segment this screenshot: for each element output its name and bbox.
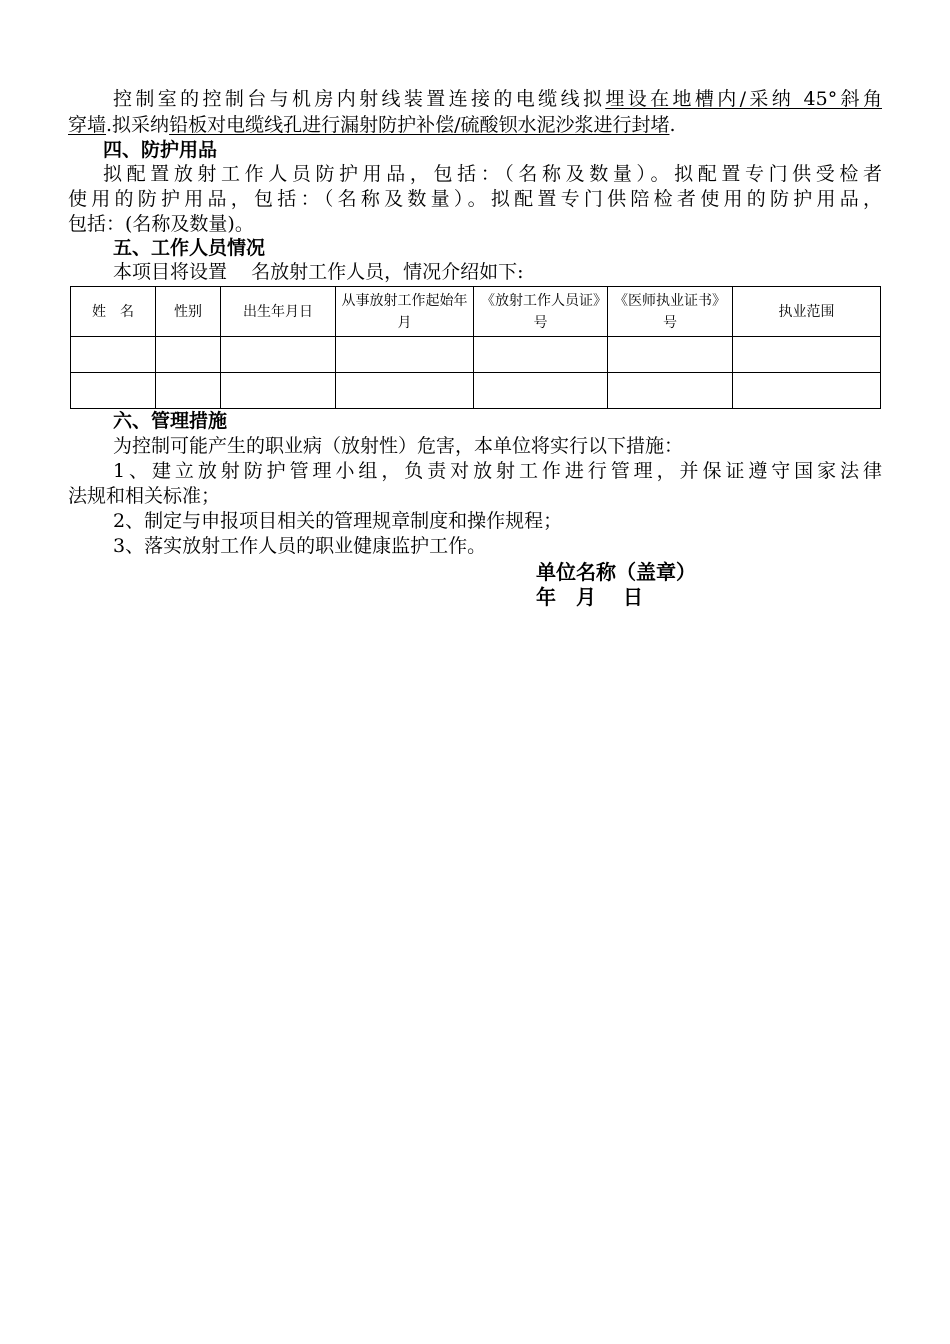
shielding-option-underlined: 铅板对电缆线孔进行漏射防护补偿/硫酸钡水泥沙浆进行封堵: [169, 114, 670, 136]
section-heading-management: 六、管理措施: [113, 410, 228, 432]
cable-option-underlined: 穿墙: [68, 114, 107, 136]
header-practice-scope: 执业范围: [733, 287, 881, 337]
table-cell[interactable]: [156, 373, 221, 409]
table-cell[interactable]: [336, 337, 474, 373]
table-header-row: [71, 287, 881, 337]
cable-paragraph-line-1: [113, 87, 882, 112]
header-start-date: 从事放射工作起始年月: [336, 287, 474, 337]
table-cell[interactable]: [71, 373, 156, 409]
cable-paragraph-line-2: [68, 113, 882, 138]
table-cell[interactable]: [71, 337, 156, 373]
staff-intro: 本项目将设置 名放射工作人员，情况介绍如下:: [113, 261, 524, 283]
section-heading-staff: 五、工作人员情况: [113, 237, 266, 259]
management-item-1-line-1: 1、建立放射防护管理小组，负责对放射工作进行管理，并保证遵守国家法律: [113, 460, 882, 482]
table-cell[interactable]: [608, 337, 733, 373]
table-cell[interactable]: [608, 373, 733, 409]
header-physician-certificate: 《医师执业证书》号: [608, 287, 733, 337]
cable-option-underlined: 埋设在地槽内/采纳 45°斜角: [605, 88, 882, 110]
unit-name-seal: 单位名称（盖章）: [536, 560, 696, 584]
table-cell[interactable]: [733, 337, 881, 373]
signature-date: 年 月 日: [536, 585, 643, 609]
header-gender: 性别: [156, 287, 221, 337]
header-birth-date: 出生年月日: [221, 287, 336, 337]
management-intro: 为控制可能产生的职业病（放射性）危害，本单位将实行以下措施：: [113, 435, 684, 457]
protective-equipment-line-2: 使用的防护用品，包括：（名称及数量）。拟配置专门供陪检者使用的防护用品，: [68, 188, 882, 210]
table-row: [71, 373, 881, 409]
protective-equipment-line-3: 包括：(名称及数量)。: [68, 213, 254, 235]
table-cell[interactable]: [474, 373, 608, 409]
management-item-3: 3、落实放射工作人员的职业健康监护工作。: [113, 535, 487, 557]
table-cell[interactable]: [221, 337, 336, 373]
header-radiation-certificate: 《放射工作人员证》号: [474, 287, 608, 337]
header-name: 姓 名: [71, 287, 156, 337]
protective-equipment-line-1: 拟配置放射工作人员防护用品，包括：（名称及数量）。拟配置专门供受检者: [103, 163, 882, 185]
staff-table: [70, 286, 881, 409]
table-cell[interactable]: [156, 337, 221, 373]
table-cell[interactable]: [474, 337, 608, 373]
management-item-1-line-2: 法规和相关标准；: [68, 485, 221, 507]
table-cell[interactable]: [336, 373, 474, 409]
cable-text: .: [669, 114, 676, 136]
section-heading-protective-equipment: 四、防护用品: [103, 139, 218, 161]
table-row: [71, 337, 881, 373]
management-item-2: 2、制定与申报项目相关的管理规章制度和操作规程；: [113, 510, 563, 532]
table-cell[interactable]: [733, 373, 881, 409]
table-cell[interactable]: [221, 373, 336, 409]
cable-text: 控制室的控制台与机房内射线装置连接的电缆线拟: [113, 88, 606, 110]
cable-text: .拟采纳: [106, 114, 170, 136]
